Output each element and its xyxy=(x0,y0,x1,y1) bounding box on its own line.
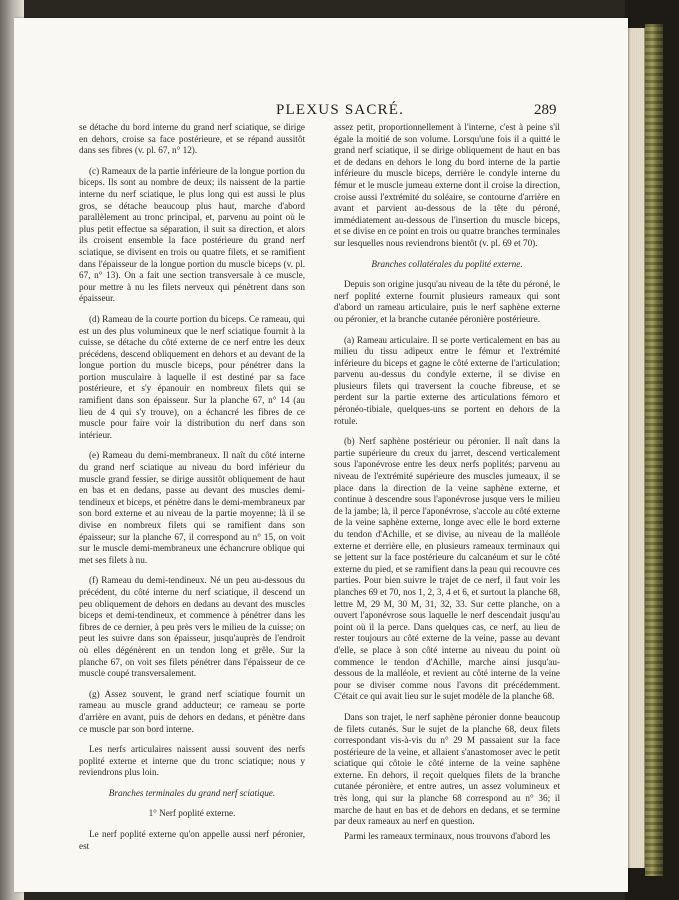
paragraph: assez petit, proportionnellement à l'interne, c'est à peine s'il égale la moitié de son volume. Lorsqu'une fois il a quitté le grand nerf sciatique, il se dirige obliquement de haut en bas et de dedans en dehors le long du bord interne de la partie inférieure du muscle biceps, derrière le condyle interne du fémur et le muscle jumeau externe dont il croise la direction, croise aussi l'extrémité du soléaire, se contourne d'arrière en avant et parvient au-dessous de la tête du péroné, immédiatement au-dessous de l'insertion du muscle biceps, et se divise en ce point en trois ou quatre branches terminales sur lesquelles nous reviendrons bientôt (v. pl. 69 et 70). xyxy=(334,122,560,248)
paragraph: (b) Nerf saphène postérieur ou péronier. Il naît dans la partie supérieure du creux du jarret, descend verticalement sous l'aponévrose entre les deux nerfs poplités; parvenu au niveau de l'extrémité supérieure des muscles jumeaux, il se place dans la direction de la veine saphène externe, et continue à descendre sous l'aponévrose jusque vers le milieu de la jambe; là, il perce l'aponévrose, s'accole au côté externe de la veine saphène externe, longe avec elle le bord externe du tendon d'Achille, et se divise, au niveau de la malléole externe et derrière elle, en plusieurs rameaux terminaux qui se jettent sur la face postérieure du calcanéum et sur le côté externe du pied, et se ramifient dans la peau qui recouvre ces parties. Pour bien suivre le trajet de ce nerf, il faut voir les planches 69 et 70, nos 1, 2, 3, 4 et 6, et surtout la planche 68, lettre M, 29 M, 30 M, 31, 32, 33. Sur cette planche, on a ouvert l'aponévrose sous laquelle le nerf descendait jusqu'au point où il la perce. Dans quelques cas, ce nerf, au lieu de rester toujours au côté externe de la veine, passe au devant d'elle, se place à son côté interne au niveau du point où commence le tendon d'Achille, marche ainsi jusqu'au-dessous de la malléole, et revient au côté interne de la veine pour se diviser comme nous l'avons dit précédemment. C'était ce qui avait lieu sur le sujet modèle de la planche 68. xyxy=(334,436,560,702)
paragraph: (d) Rameau de la courte portion du biceps. Ce rameau, qui est un des plus volumineux que le nerf sciatique fournit à la cuisse, se détache du côté externe de ce nerf entre les deux précédens, descend obliquement en dehors et au devant de la longue portion du muscle biceps, pour pénétrer dans la portion musculaire à laquelle il est destiné par sa face postérieure, et s'y épanouir en nombreux filets qui se ramifient dans son épaisseur. Sur la planche 67, n° 14 (au lieu de 4 qui s'y trouve), on a échancré les fibres de ce muscle pour faire voir la distribution du nerf dans son intérieur. xyxy=(79,313,305,440)
paragraph: Depuis son origine jusqu'au niveau de la tête du péroné, le nerf poplité externe fournit plusieurs rameaux qui sont d'abord un rameau articulaire, puis le nerf saphène externe ou péronier, et la branche cutanée péronière postérieure. xyxy=(334,279,560,324)
paragraph: (f) Rameau du demi-tendineux. Né un peu au-dessous du précédent, du côté interne du nerf sciatique, il descend un peu obliquement de dehors en dedans au devant des muscles biceps et demi-tendineux, et commence à pénétrer dans les fibres de ce dernier, à peu près vers le milieu de la cuisse; on peut les suivre dans son épaisseur, jusqu'auprès de l'endroit où elles dégénèrent en un tendon long et grêle. Sur la planche 67, on voit ses filets pénétrer dans l'épaisseur de ce muscle coupé transversalement. xyxy=(79,575,305,679)
right-column xyxy=(334,122,560,851)
paragraph: Dans son trajet, le nerf saphène péronier donne beaucoup de filets cutanés. Sur le sujet de la planche 68, deux filets correspondant vis-à-vis du n° 29 M passaient sur la face postérieure de la veine, et allaient s'anastomoser avec le petit sciatique qui côtoie le côté interne de la veine saphène externe. En dehors, il reçoit quelques filets de la branche cutanée péronière, et entre autres, un assez volumineux et très long, qui sur la planche 68 correspond au n° 36; il marche de haut en bas et de dehors en dedans, et se termine par deux rameaux au nerf en question. xyxy=(334,711,560,827)
paragraph: Parmi les rameaux terminaux, nous trouvons d'abord les xyxy=(344,830,551,841)
page-number: 289 xyxy=(534,102,557,118)
paragraph: (c) Rameaux de la partie inférieure de la longue portion du biceps. Ils sont au nombre de deux; ils naissent de la partie interne du nerf sciatique, le plus long qui est aussi le plus gros, se détache beaucoup plus haut, marche d'abord parallèlement au tronc principal, et, parvenu au point où le plus petit effectue sa séparation, il suit sa direction, et alors ils croisent ensemble la face postérieure du grand nerf sciatique, se divisent en trois ou quatre filets, et se ramifient dans l'épaisseur de la longue portion du muscle biceps (v. pl. 67, n° 13). On a fait une section transversale à ce muscle, pour mettre à nu les filets nerveux qui pénètrent dans son épaisseur. xyxy=(79,165,305,304)
running-title: PLEXUS SACRÉ. xyxy=(276,102,405,118)
section-heading: Branches collatérales du poplité externe. xyxy=(371,258,523,269)
book-binding xyxy=(645,24,663,876)
book-page xyxy=(14,18,628,892)
page-header xyxy=(14,102,628,122)
paragraph: se détache du bord interne du grand nerf sciatique, se dirige en dehors, croise sa face postérieure, et se répand aussitôt dans ses fibres (v. pl. 67, n° 12). xyxy=(79,122,305,156)
paragraph: (g) Assez souvent, le grand nerf sciatique fournit un rameau au muscle grand adducteur; ce rameau se porte d'arrière en avant, puis de dehors en dedans, et pénètre dans ce muscle par son bord interne. xyxy=(79,688,305,734)
paragraph: (a) Rameau articulaire. Il se porte verticalement en bas au milieu du tissu adipeux entre le fémur et l'extrémité inférieure du biceps et gagne le côté externe de l'articulation; parvenu au-dessus du condyle externe, il se divise en plusieurs filets qui traversent la couche fibreuse, et se perdent sur la partie externe des articulations fémoro et péronéo-tibiale, quelques-uns se portent en dehors de la rotule. xyxy=(334,334,560,426)
left-column xyxy=(79,122,305,861)
paragraph: (e) Rameau du demi-membraneux. Il naît du côté interne du grand nerf sciatique au niveau du bord inférieur du muscle grand fessier, se dirige aussitôt obliquement de haut en bas et en dedans, passe au devant des muscles demi-tendineux et biceps, et pénètre dans le demi-membraneux par son bord externe et au niveau de la partie moyenne; là il se divise en nombreux filets qui se ramifient dans son épaisseur; sur la planche 67, il correspond au n° 15, on voit sur le muscle demi-membraneux une échancrure oblique qui met ses filets à nu. xyxy=(79,450,305,565)
section-heading: Branches terminales du grand nerf sciatique. xyxy=(108,787,276,798)
page-edges xyxy=(626,28,645,868)
paragraph: Les nerfs articulaires naissent aussi souvent des nerfs poplité externe et interne que du tronc sciatique; nous y reviendrons plus loin. xyxy=(79,744,305,778)
paragraph: Le nerf poplité externe qu'on appelle aussi nerf péronier, est xyxy=(79,829,305,851)
section-heading: 1° Nerf poplité externe. xyxy=(148,808,236,819)
